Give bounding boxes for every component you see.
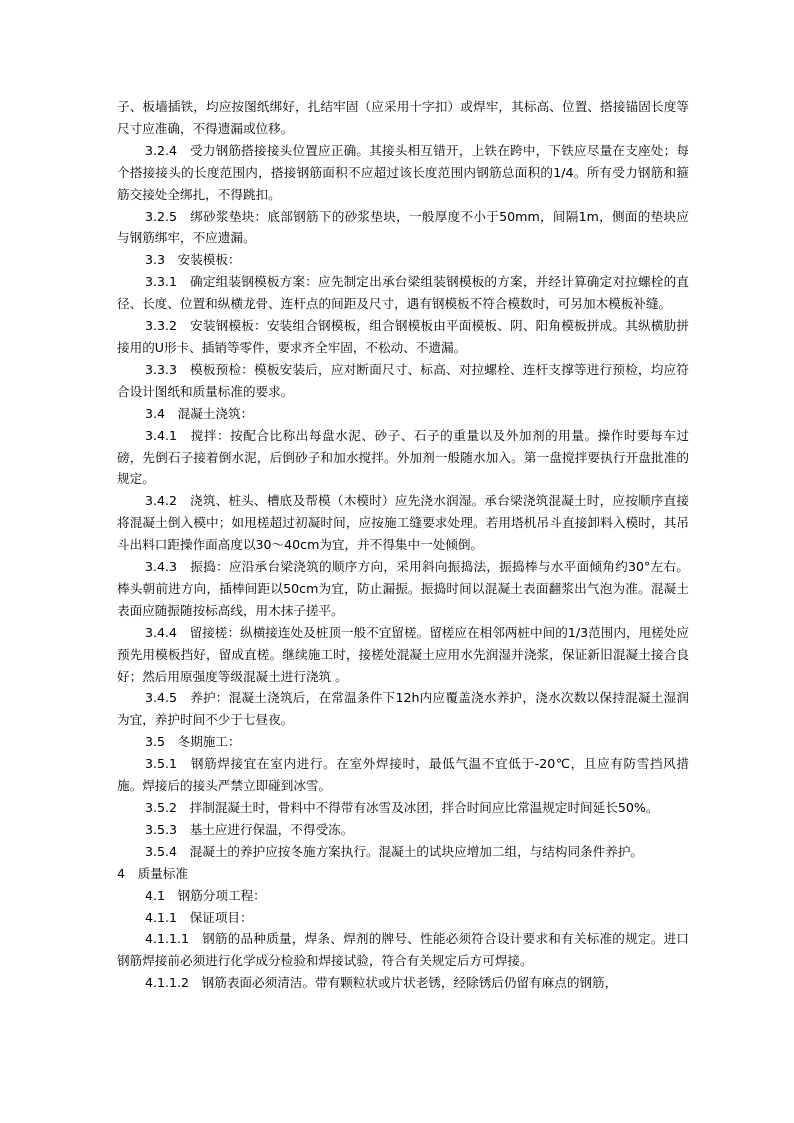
paragraph-3-5-4: 3.5.4 混凝土的养护应按冬施方案执行。混凝土的试块应增加二组，与结构同条件养护。 — [145, 843, 644, 859]
paragraph-3-3-2: 3.3.2 安装钢模板：安装组合钢模板，组合钢模板由平面模板、阴、阳角模板拼成。其纵横肋拼接用的U形卡、插销等零件，要求齐全牢固，不松动、不遗漏。 — [117, 318, 689, 355]
section-heading-4-1: 4.1 钢筋分项工程： — [145, 887, 266, 903]
document-page — [117, 96, 689, 994]
paragraph-3-5-2: 3.5.2 拌制混凝土时，骨料中不得带有冰雪及冰团，拌合时间应比常温规定时间延长50%。 — [145, 800, 659, 815]
section-heading-4-1-1: 4.1.1 保证项目： — [145, 909, 253, 925]
paragraph-3-5-3: 3.5.3 基土应进行保温，不得受冻。 — [145, 821, 354, 837]
section-heading-3-3: 3.3 安装模板： — [145, 252, 241, 268]
paragraph-3-5-1: 3.5.1 钢筋焊接宜在室内进行。在室外焊接时，最低气温不宜低于-20℃，且应有防雪挡风措施。焊接后的接头严禁立即碰到冰雪。 — [117, 756, 689, 794]
paragraph-4-1-1-1: 4.1.1.1 钢筋的品种质量，焊条、焊剂的牌号、性能必须符合设计要求和有关标准的规定。进口钢筋焊接前必须进行化学成分检验和焊接试验，符合有关规定后方可焊接。 — [117, 931, 689, 969]
paragraph-3-2-4: 3.2.4 受力钢筋搭接接头位置应正确。其接头相互错开，上铁在跨中，下铁应尽量在支座处；每个搭接接头的长度范围内，搭接钢筋面积不应超过该长度范围内钢筋总面积的1/4。所有受力钢筋和箍筋交接处全绑扎，不得跳扣。 — [117, 142, 689, 202]
paragraph-3-4-1: 3.4.1 搅拌：按配合比称出每盘水泥、砂子、石子的重量以及外加剂的用量。操作时要每车过磅，先倒石子接着倒水泥，后倒砂子和加水搅拌。外加剂一般随水加入。第一盘搅拌要执行开盘批准的规定。 — [117, 427, 689, 487]
section-heading-3-4: 3.4 混凝土浇筑： — [145, 405, 254, 421]
paragraph-3-4-5: 3.4.5 养护：混凝土浇筑后，在常温条件下12h内应覆盖浇水养护，浇水次数以保持混凝土湿润为宜，养护时间不少于七昼夜。 — [117, 690, 689, 728]
paragraph-3-2-5: 3.2.5 绑砂浆垫块：底部钢筋下的砂浆垫块，一般厚度不小于50mm，间隔1m，侧面的垫块应与钢筋绑牢，不应遗漏。 — [117, 208, 689, 246]
paragraph-3-4-2: 3.4.2 浇筑、桩头、槽底及帮模（木模时）应先浇水润湿。承台梁浇筑混凝土时，应按顺序直接将混凝土倒入模中；如甩槎超过初凝时间，应按施工缝要求处理。若用塔机吊斗直接卸料入模时，其吊斗出料口距操作面高度以30～40cm为宜，并不得集中一处倾倒。 — [117, 493, 689, 553]
paragraph-3-3-1: 3.3.1 确定组装钢模板方案：应先制定出承台梁组装钢模板的方案，并经计算确定对拉螺栓的直径、长度、位置和纵横龙骨、连杆点的间距及尺寸，遇有钢模板不符合模数时，可另加木模板补缝。 — [117, 274, 689, 312]
section-heading-3-5: 3.5 冬期施工： — [145, 734, 241, 750]
chapter-heading-4: 4 质量标准 — [117, 865, 188, 881]
paragraph-3-4-4: 3.4.4 留接槎：纵横接连处及桩顶一般不宜留槎。留槎应在相邻两桩中间的1/3范围内，甩槎处应预先用模板挡好，留成直槎。继续施工时，接槎处混凝土应用水先润湿并浇浆，保证新旧混凝土接合良好；然后用原强度等级混凝土进行浇筑 。 — [117, 624, 689, 684]
paragraph-3-3-3: 3.3.3 模板预检：模板安装后，应对断面尺寸、标高、对拉螺栓、连杆支撑等进行预检，均应符合设计图纸和质量标准的要求。 — [117, 361, 689, 399]
paragraph-3-4-3: 3.4.3 振捣：应沿承台梁浇筑的顺序方向，采用斜向振捣法，振捣棒与水平面倾角约30°左右。棒头朝前进方向，插棒间距以50cm为宜，防止漏振。振捣时间以混凝土表面翻浆出气泡为准。混凝土表面应随振随按标高线，用木抹子搓平。 — [117, 559, 689, 618]
paragraph-4-1-1-2: 4.1.1.2 钢筋表面必须清洁。带有颗粒状或片状老锈，经除锈后仍留有麻点的钢筋， — [145, 975, 618, 991]
paragraph-intro-continuation: 子、板墙插铁，均应按图纸绑好，扎结牢固（应采用十字扣）或焊牢，其标高、位置、搭接锚固长度等尺寸应准确，不得遗漏或位移。 — [117, 99, 689, 136]
